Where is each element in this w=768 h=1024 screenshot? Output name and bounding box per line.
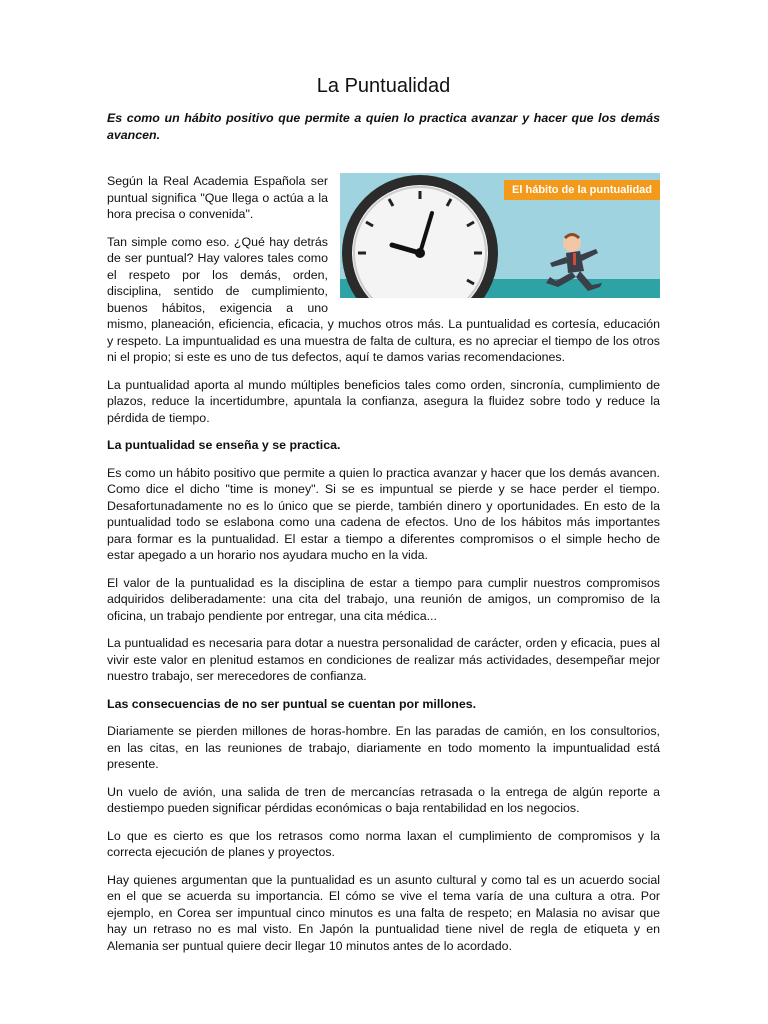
paragraph: El valor de la puntualidad es la disciplina de estar a tiempo para cumplir nuestros compromisos adquiridos deliberadamente: una cita del trabajo, una reunión de amigos, un compromiso de la oficina, un trabajo pendiente por entregar, una cita médica... (107, 575, 660, 623)
paragraph: Un vuelo de avión, una salida de tren de mercancías retrasada o la entrega de algún reporte a destiempo pueden significar pérdidas económicas o baja rentabilidad en los negocios. (107, 784, 660, 815)
image-banner: El hábito de la puntualidad (504, 180, 660, 200)
clock-illustration (340, 173, 660, 298)
section-heading: Las consecuencias de no ser puntual se cuentan por millones. (107, 696, 477, 711)
paragraph: Lo que es cierto es que los retrasos como norma laxan el cumplimiento de compromisos y la correcta ejecución de planes y proyectos. (107, 828, 660, 859)
spacer (107, 143, 660, 173)
paragraph: Hay quienes argumentan que la puntualidad es un asunto cultural y como tal es un acuerdo social en el que se acuerda su importancia. El cómo se vive el tema varía de una cultura a otra. Por ejemplo, en Corea ser impuntual cinco minutos es una falta de respeto; en Malasia no avisar que hay un retraso no es mal visto. En Japón la puntualidad tiene nivel de regla de etiqueta y en Alemania ser puntual quiere decir llegar 10 minutos antes de lo acordado. (107, 872, 660, 953)
lead-paragraph: Es como un hábito positivo que permite a quien lo practica avanzar y hacer que los demás avancen. (107, 111, 660, 142)
section-heading: La puntualidad se enseña y se practica. (107, 438, 341, 452)
document-page (107, 72, 660, 965)
paragraph: La puntualidad es necesaria para dotar a nuestra personalidad de carácter, orden y eficacia, pues al vivir este valor en plenitud estamos en condiciones de realizar más actividades, desempeñar mejor nuestro trabajo, ser merecedores de confianza. (107, 636, 660, 683)
paragraph: La puntualidad aporta al mundo múltiples beneficios tales como orden, sincronía, cumplimiento de plazos, reduce la incertidumbre, apuntala la confianza, asegura la fluidez sobre todo y reduce la pérdida de tiempo. (107, 377, 660, 425)
paragraph: Diariamente se pierden millones de horas-hombre. En las paradas de camión, en los consultorios, en las citas, en las reuniones de trabajo, diariamente en todo momento la impuntualidad está presente. (107, 724, 660, 771)
paragraph: Tan simple como eso. ¿Qué hay detrás de ser puntual? Hay valores tales como el respeto por los demás, orden, disciplina, sentido de cumplimiento, buenos hábitos, exigencia a uno mismo, planeación, eficiencia, eficacia, y muchos otros más. La puntualidad es cortesía, educación y respeto. La impuntualidad es una muestra de falta de cultura, es no apreciar el tiempo de los otros ni el propio; si este es uno de tus defectos, aquí te damos varias recomendaciones. (107, 234, 660, 364)
page-title: La Puntualidad (316, 75, 451, 97)
paragraph: Según la Real Academia Española ser puntual significa "Que llega o actúa a la hora precisa o convenida". (107, 174, 328, 221)
paragraph: Es como un hábito positivo que permite a quien lo practica avanzar y hacer que los demás avancen. Como dice el dicho "time is money". Si se es impuntual se pierde y se hace perder el tiempo. Desafortunadamente no es lo único que se pierde, también dinero y oportunidades. En esto de la puntualidad todo se eslabona como una cadena de efectos. Uno de los hábitos más importantes para formar es la puntualidad. El estar a tiempo a diferentes compromisos o el simple hecho de estar apegado a un horario nos ayudara mucho en la vida. (107, 465, 660, 562)
